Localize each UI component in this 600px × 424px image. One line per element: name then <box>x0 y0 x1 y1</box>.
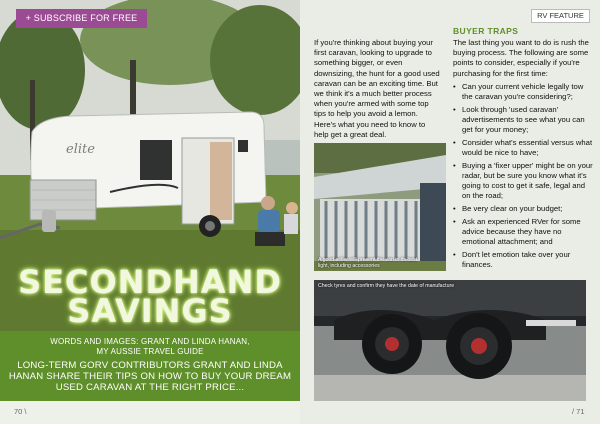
hero-photo-caravan <box>0 0 300 331</box>
intro-paragraph: If you're thinking about buying your first caravan, looking to upgrade to something bigger, or even downsizing, the hunt for a good used caravan can be an exciting time. But we think it's a much better process when you're armed with some top tips to help you avoid a lemon. Here's what you need to know to help get a great deal. <box>314 38 440 139</box>
buyer-traps-heading: BUYER TRAPS <box>453 26 519 36</box>
list-item: • Look through 'used caravan' advertisements to see what you can get for your money; <box>453 105 593 136</box>
list-item: • Consider what's essential versus what would be nice to have; <box>453 138 593 158</box>
wheels-caption: Check tyres and confirm they have the date of manufacture <box>318 283 455 289</box>
awning-photo <box>314 143 446 271</box>
byline-line-1: WORDS AND IMAGES: GRANT AND LINDA HANAN, <box>50 337 250 346</box>
buyer-traps-list <box>453 82 593 270</box>
byline <box>0 331 300 356</box>
headline-line-2: SAVINGS <box>67 292 233 330</box>
standfirst-box <box>0 331 300 401</box>
list-item: • Ask an experienced RVer for some advice because they have no emotional attachment; and <box>453 217 593 248</box>
buyer-traps-column <box>453 38 593 273</box>
awning-scene <box>314 143 446 271</box>
subscribe-button[interactable]: + SUBSCRIBE FOR FREE <box>16 9 147 28</box>
page-number-right: / 71 <box>572 407 585 416</box>
byline-line-2: MY AUSSIE TRAVEL GUIDE <box>96 346 204 356</box>
list-item: • Can your current vehicle legally tow the caravan you're considering?; <box>453 82 593 102</box>
list-item: • Buying a 'fixer upper' might be on your radar, but be sure you know what it's going to cost to get it safe, legal and on the road; <box>453 161 593 202</box>
wheels-photo <box>314 280 586 401</box>
buyer-traps-intro: The last thing you want to do is rush the buying process. The following are some points to consider, especially if you're purchasing for the first time: <box>453 38 589 78</box>
standfirst-text: LONG-TERM GORV CONTRIBUTORS GRANT AND LINDA HANAN SHARE THEIR TIPS ON HOW TO BUY YOUR DREAM USED CARAVAN AT THE RIGHT PRICE... <box>8 360 292 393</box>
list-item: • Don't let emotion take over your finances. <box>453 250 593 270</box>
headline-line-1: SECONDHAND <box>18 263 282 301</box>
wheels-scene <box>314 280 586 401</box>
awning-caption: A good seller will present the van in its best light, including accessories <box>318 257 418 269</box>
section-tag: RV FEATURE <box>531 9 590 23</box>
list-item: • Be very clear on your budget; <box>453 204 593 214</box>
page-number-left: 70 \ <box>14 407 27 416</box>
brand-logo: elite <box>66 142 95 157</box>
